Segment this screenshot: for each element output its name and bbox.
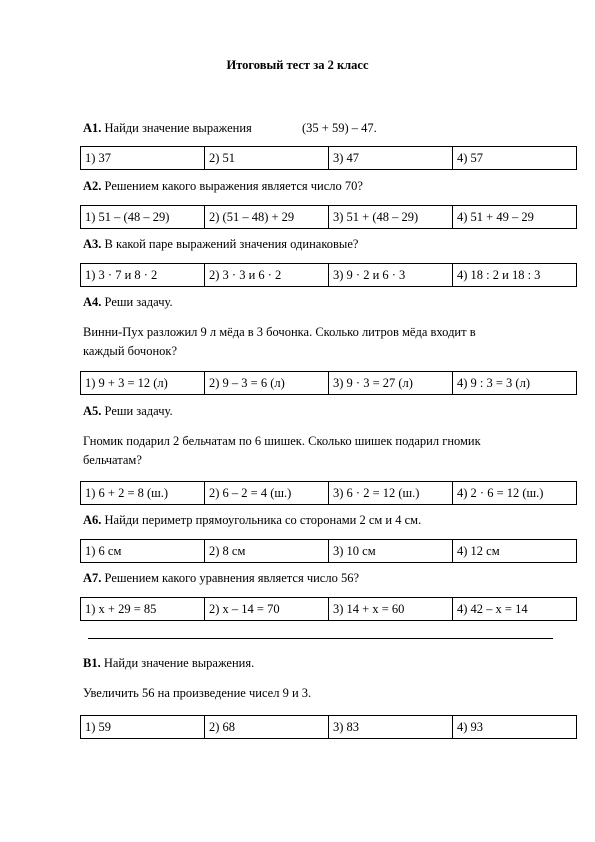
question-number: А1. xyxy=(83,121,102,135)
answer-option[interactable]: 3) 9 · 2 и 6 · 3 xyxy=(329,264,453,286)
question-a1-expression: (35 + 59) – 47. xyxy=(302,121,377,135)
answer-option[interactable]: 4) 9 : 3 = 3 (л) xyxy=(457,376,530,390)
answer-option[interactable]: 3) 6 · 2 = 12 (ш.) xyxy=(329,482,453,504)
answer-option[interactable]: 2) 6 – 2 = 4 (ш.) xyxy=(205,482,329,504)
answer-option[interactable]: 2) 3 · 3 и 6 · 2 xyxy=(205,264,329,286)
answer-option[interactable]: 1) 6 см xyxy=(81,540,205,562)
question-text: Найди значение выражения. xyxy=(100,656,255,670)
question-text: В какой паре выражений значения одинаковые? xyxy=(101,237,359,251)
page-title: Итоговый тест за 2 класс xyxy=(226,58,369,72)
question-a1 xyxy=(83,121,252,136)
answer-option[interactable]: 4) 2 · 6 = 12 (ш.) xyxy=(457,486,544,500)
question-text: Реши задачу. xyxy=(101,295,173,309)
answer-option[interactable]: 1) 51 – (48 – 29) xyxy=(81,206,205,228)
answer-option[interactable]: 4) 18 : 2 и 18 : 3 xyxy=(457,268,541,282)
answer-table-a1 xyxy=(80,146,577,170)
problem-text-b1 xyxy=(83,684,311,703)
question-text: Решением какого выражения является число 70? xyxy=(101,179,363,193)
question-number: А3. xyxy=(83,237,102,251)
question-a3 xyxy=(83,237,358,252)
answer-option[interactable]: 2) 51 xyxy=(205,147,329,169)
answer-option[interactable]: 4) 51 + 49 – 29 xyxy=(457,210,534,224)
answer-option[interactable]: 4) 57 xyxy=(457,151,484,165)
answer-table-a5 xyxy=(80,481,577,505)
answer-option[interactable]: 4) 93 xyxy=(457,720,484,734)
problem-line: Гномик подарил 2 бельчатам по 6 шишек. Сколько шишек подарил гномик xyxy=(83,434,481,448)
question-number: А4. xyxy=(83,295,102,309)
question-a5 xyxy=(83,404,173,419)
answer-option[interactable]: 1) х + 29 = 85 xyxy=(81,598,205,620)
question-number: А7. xyxy=(83,571,102,585)
answer-option[interactable]: 2) 68 xyxy=(205,716,329,738)
answer-table-a6 xyxy=(80,539,577,563)
answer-option[interactable]: 1) 3 · 7 и 8 · 2 xyxy=(81,264,205,286)
answer-option[interactable]: 3) 83 xyxy=(329,716,453,738)
answer-option[interactable]: 1) 9 + 3 = 12 (л) xyxy=(81,372,205,394)
answer-option[interactable]: 1) 59 xyxy=(81,716,205,738)
problem-line: Увеличить 56 на произведение чисел 9 и 3. xyxy=(83,686,312,700)
answer-option[interactable]: 2) 8 см xyxy=(205,540,329,562)
answer-option[interactable]: 3) 10 см xyxy=(329,540,453,562)
answer-option[interactable]: 4) 12 см xyxy=(457,544,500,558)
question-number: В1. xyxy=(83,656,101,670)
problem-line: Винни-Пух разложил 9 л мёда в 3 бочонка. Сколько литров мёда входит в xyxy=(83,325,476,339)
answer-table-a3 xyxy=(80,263,577,287)
answer-option[interactable]: 2) 9 – 3 = 6 (л) xyxy=(205,372,329,394)
question-a2 xyxy=(83,179,363,194)
question-a7 xyxy=(83,571,359,586)
problem-line: бельчатам? xyxy=(83,453,142,467)
question-a4 xyxy=(83,295,173,310)
answer-option[interactable]: 1) 37 xyxy=(81,147,205,169)
answer-option[interactable]: 4) 42 – х = 14 xyxy=(457,602,528,616)
answer-option[interactable]: 3) 14 + х = 60 xyxy=(329,598,453,620)
question-number: А2. xyxy=(83,179,102,193)
question-text: Решением какого уравнения является число 56? xyxy=(101,571,359,585)
question-text: Реши задачу. xyxy=(101,404,173,418)
answer-table-a2 xyxy=(80,205,577,229)
problem-text-a4 xyxy=(83,323,476,361)
question-text: Найди значение выражения xyxy=(101,121,252,135)
question-text: Найди периметр прямоугольника со сторонами 2 см и 4 см. xyxy=(101,513,422,527)
answer-option[interactable]: 1) 6 + 2 = 8 (ш.) xyxy=(81,482,205,504)
answer-option[interactable]: 3) 9 · 3 = 27 (л) xyxy=(329,372,453,394)
section-divider xyxy=(88,638,553,639)
question-number: А5. xyxy=(83,404,102,418)
answer-table-b1 xyxy=(80,715,577,739)
question-a6 xyxy=(83,513,421,528)
answer-table-a4 xyxy=(80,371,577,395)
answer-option[interactable]: 2) (51 – 48) + 29 xyxy=(205,206,329,228)
answer-option[interactable]: 2) х – 14 = 70 xyxy=(205,598,329,620)
answer-option[interactable]: 3) 51 + (48 – 29) xyxy=(329,206,453,228)
question-b1 xyxy=(83,656,254,671)
question-number: А6. xyxy=(83,513,102,527)
answer-option[interactable]: 3) 47 xyxy=(329,147,453,169)
answer-table-a7 xyxy=(80,597,577,621)
problem-text-a5 xyxy=(83,432,481,470)
problem-line: каждый бочонок? xyxy=(83,344,178,358)
